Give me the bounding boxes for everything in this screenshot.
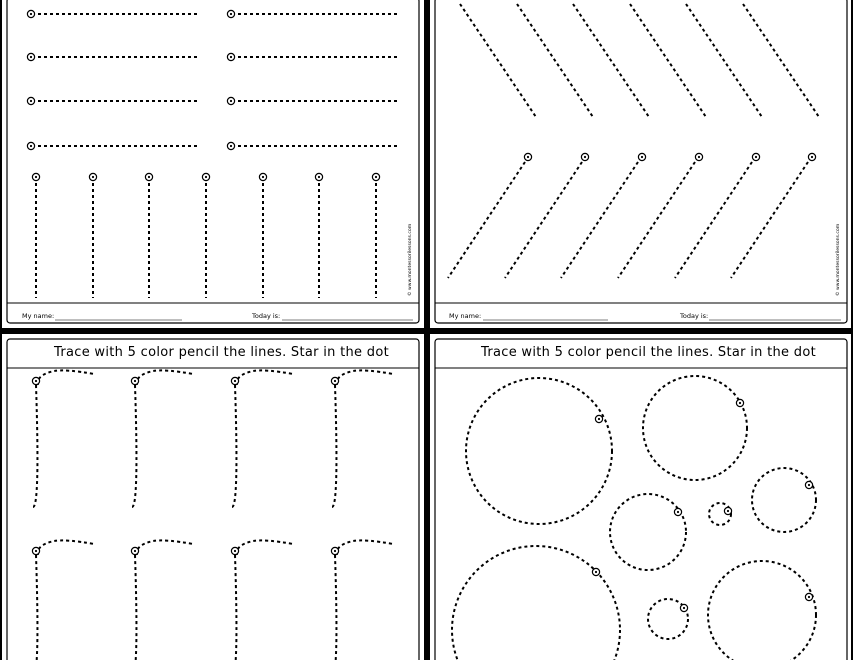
date-label: Today is: [680,312,709,320]
sheet-bottom-left [2,334,424,660]
name-label: My name: [449,312,482,320]
watermark: © www.montessorilessons.com [408,223,413,296]
instruction-title: Trace with 5 color pencil the lines. Star in the dot [481,345,816,360]
sheet-bottom-right [430,334,851,660]
date-label: Today is: [252,312,281,320]
instruction-title: Trace with 5 color pencil the lines. Star in the dot [54,345,389,360]
name-label: My name: [22,312,55,320]
watermark: © www.montessorilessons.com [836,223,841,296]
sheet-top-right [430,0,851,328]
sheet-top-left [2,0,424,328]
